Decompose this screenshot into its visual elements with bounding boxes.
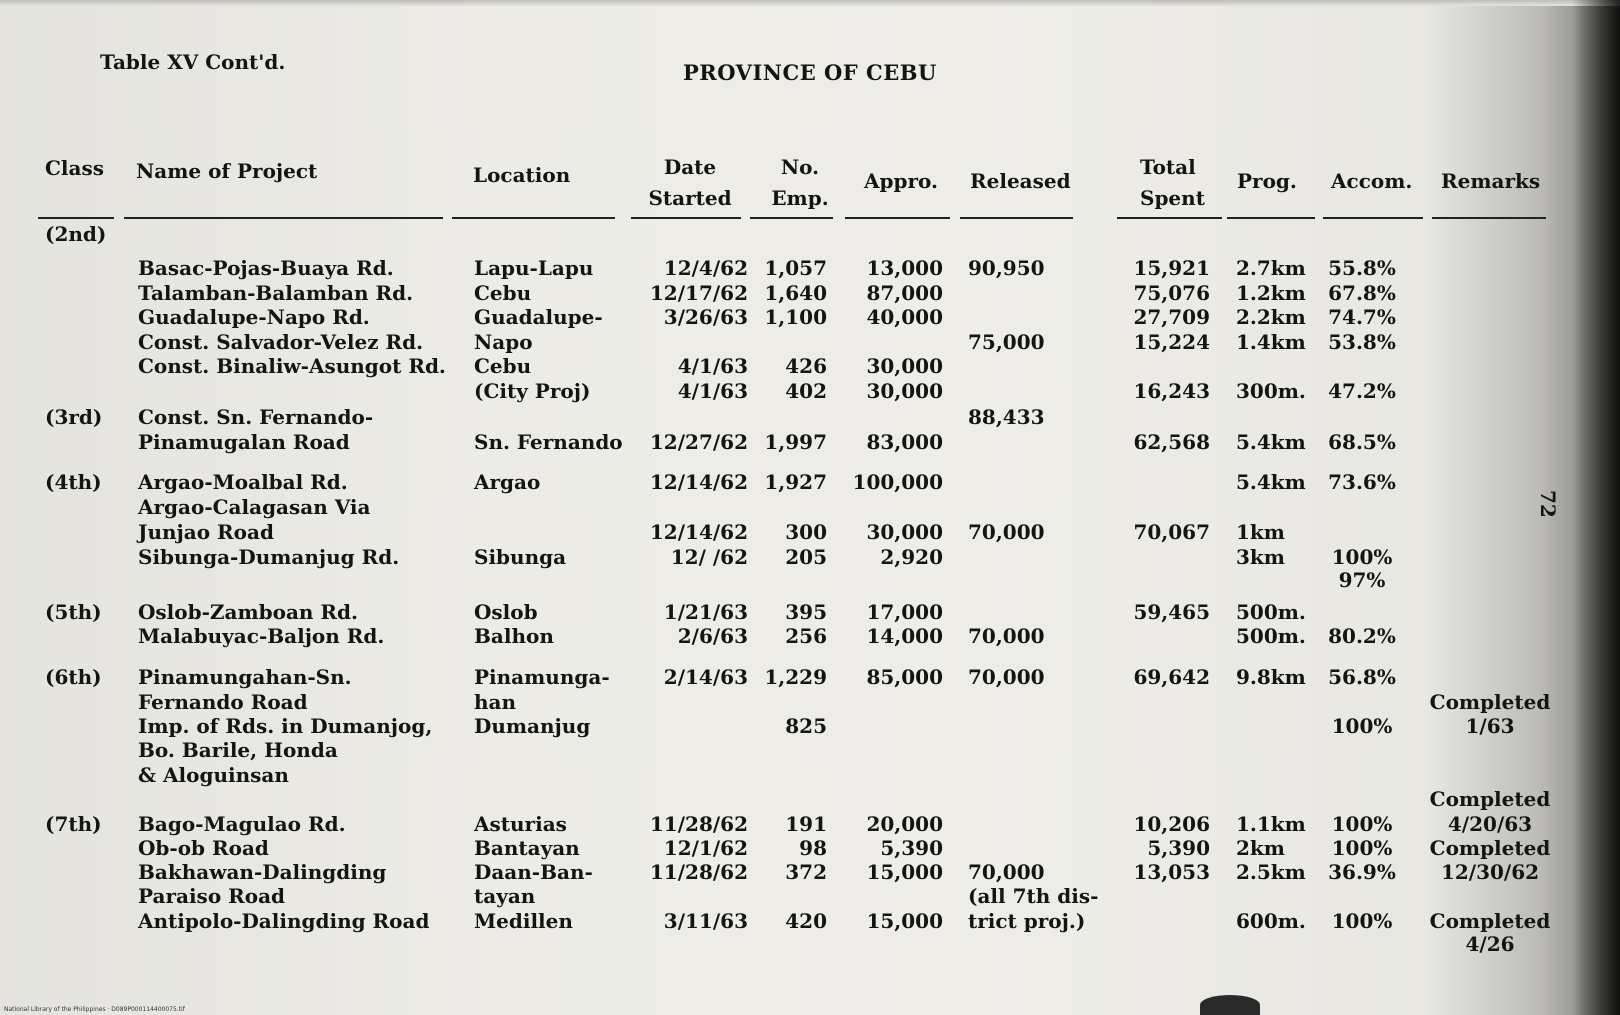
cell-appro: 13,000: [866, 256, 943, 280]
cell-prog: 5.4km: [1236, 430, 1306, 454]
cell-spent: 70,067: [1133, 520, 1210, 544]
cell-location: Pinamunga-: [474, 665, 610, 689]
cell-remarks: 4/26: [1465, 932, 1515, 956]
header-rule: [960, 217, 1073, 219]
cell-location: Oslob: [474, 600, 538, 624]
header-rule: [750, 217, 833, 219]
col-header-remarks: Remarks: [1441, 169, 1541, 193]
table-row: [0, 690, 1620, 715]
cell-date: 3/11/63: [663, 909, 748, 933]
cell-date: 11/28/62: [649, 860, 748, 884]
table-row: [0, 379, 1620, 404]
cell-project: Bago-Magulao Rd.: [138, 812, 346, 836]
header-rule: [124, 217, 443, 219]
cell-date: 11/28/62: [649, 812, 748, 836]
header-rule: [1117, 217, 1222, 219]
cell-remarks: Completed: [1429, 787, 1551, 811]
cell-location: Dumanjug: [474, 714, 591, 738]
cell-appro: 87,000: [866, 281, 943, 305]
cell-prog: 1.1km: [1236, 812, 1306, 836]
table-row: [0, 330, 1620, 355]
table-row: [0, 405, 1620, 430]
cell-project: Fernando Road: [138, 690, 308, 714]
cell-spent: 13,053: [1133, 860, 1210, 884]
header-rule: [1432, 217, 1546, 219]
table-row: [0, 545, 1620, 570]
table-row: [0, 256, 1620, 281]
cell-accom: 100%: [1331, 909, 1393, 933]
cell-date: 2/14/63: [663, 665, 748, 689]
cell-emp: 256: [785, 624, 827, 648]
cell-date: 12/ /62: [670, 545, 748, 569]
cell-spent: 5,390: [1147, 836, 1210, 860]
cell-appro: 2,920: [880, 545, 943, 569]
cell-emp: 1,229: [764, 665, 827, 689]
cell-project: Talamban-Balamban Rd.: [138, 281, 414, 305]
cell-project: Const. Salvador-Velez Rd.: [138, 330, 424, 354]
cell-prog: 500m.: [1236, 600, 1306, 624]
cell-emp: 1,640: [764, 281, 827, 305]
col-header-emp: No. Emp.: [771, 155, 829, 210]
table-row: [0, 305, 1620, 330]
cell-prog: 1km: [1236, 520, 1285, 544]
cell-appro: 17,000: [866, 600, 943, 624]
cell-date: 4/1/63: [677, 354, 748, 378]
cell-location: Sn. Fernando: [474, 430, 623, 454]
cell-prog: 2.2km: [1236, 305, 1306, 329]
cell-location: Daan-Ban-: [474, 860, 593, 884]
table-row: [0, 763, 1620, 788]
cell-date: 4/1/63: [677, 379, 748, 403]
cell-appro: 30,000: [866, 520, 943, 544]
table-row: [0, 624, 1620, 649]
cell-spent: 15,224: [1133, 330, 1210, 354]
cell-location: Asturias: [474, 812, 567, 836]
table-row: [0, 665, 1620, 690]
cell-project: Pinamugalan Road: [138, 430, 350, 454]
cell-class: (4th): [45, 470, 102, 494]
cell-prog: 2.5km: [1236, 860, 1306, 884]
cell-project: Sibunga-Dumanjug Rd.: [138, 545, 400, 569]
cell-location: Lapu-Lapu: [474, 256, 594, 280]
cell-emp: 205: [785, 545, 827, 569]
cell-prog: 600m.: [1236, 909, 1306, 933]
cell-prog: 2.7km: [1236, 256, 1306, 280]
header-rule: [452, 217, 615, 219]
cell-appro: 85,000: [866, 665, 943, 689]
cell-location: Cebu: [474, 354, 532, 378]
cell-project: Const. Binaliw-Asungot Rd.: [138, 354, 446, 378]
col-header-location: Location: [473, 163, 571, 187]
table-row: [0, 568, 1620, 593]
cell-released: (all 7th dis-: [968, 884, 1099, 908]
col-header-released: Released: [970, 169, 1071, 193]
cell-project: & Aloguinsan: [138, 763, 289, 787]
cell-appro: 15,000: [866, 860, 943, 884]
header-rule: [845, 217, 950, 219]
table-row: [0, 470, 1620, 495]
table-row: [0, 860, 1620, 885]
cell-appro: 83,000: [866, 430, 943, 454]
cell-spent: 59,465: [1133, 600, 1210, 624]
cell-appro: 30,000: [866, 379, 943, 403]
cell-appro: 20,000: [866, 812, 943, 836]
cell-remarks: 1/63: [1465, 714, 1515, 738]
cell-appro: 40,000: [866, 305, 943, 329]
cell-emp: 420: [785, 909, 827, 933]
cell-location: tayan: [474, 884, 536, 908]
cell-class: (7th): [45, 812, 102, 836]
cell-released: trict proj.): [968, 909, 1086, 933]
cell-accom: 47.2%: [1328, 379, 1396, 403]
table-row: [0, 836, 1620, 861]
cell-location: Balhon: [474, 624, 554, 648]
cell-location: Argao: [474, 470, 541, 494]
cell-appro: 100,000: [852, 470, 943, 494]
cell-accom: 97%: [1338, 568, 1386, 592]
cell-prog: 3km: [1236, 545, 1285, 569]
table-label: Table XV Cont'd.: [100, 50, 286, 74]
table-row: [0, 714, 1620, 739]
cell-project: Pinamungahan-Sn.: [138, 665, 352, 689]
cell-project: Bakhawan-Dalingding: [138, 860, 387, 884]
cell-released: 70,000: [968, 624, 1045, 648]
col-header-spent: Total Spent: [1140, 155, 1205, 210]
cell-project: Bo. Barile, Honda: [138, 738, 338, 762]
table-row: [0, 738, 1620, 763]
cell-project: Ob-ob Road: [138, 836, 269, 860]
cell-prog: 300m.: [1236, 379, 1306, 403]
cell-prog: 2km: [1236, 836, 1285, 860]
cell-released: 70,000: [968, 665, 1045, 689]
cell-location: Napo: [474, 330, 533, 354]
cell-date: 2/6/63: [677, 624, 748, 648]
cell-project: Guadalupe-Napo Rd.: [138, 305, 370, 329]
table-row: [0, 787, 1620, 812]
cell-project: Malabuyac-Baljon Rd.: [138, 624, 385, 648]
cell-date: 12/27/62: [649, 430, 748, 454]
footer-credit: National Library of the Philippines · D089P000114400075.tif: [4, 1006, 185, 1013]
cell-accom: 80.2%: [1328, 624, 1396, 648]
table-row: [0, 354, 1620, 379]
cell-emp: 402: [785, 379, 827, 403]
cell-prog: 1.4km: [1236, 330, 1306, 354]
table-row: [0, 520, 1620, 545]
cell-emp: 372: [785, 860, 827, 884]
cell-class: (5th): [45, 600, 102, 624]
cell-date: 12/4/62: [663, 256, 748, 280]
cell-date: 12/1/62: [663, 836, 748, 860]
cell-project: Imp. of Rds. in Dumanjog,: [138, 714, 433, 738]
cell-accom: 36.9%: [1328, 860, 1396, 884]
cell-emp: 98: [799, 836, 827, 860]
cell-date: 3/26/63: [663, 305, 748, 329]
cell-accom: 56.8%: [1328, 665, 1396, 689]
cell-project: Argao-Calagasan Via: [138, 495, 371, 519]
cell-accom: 100%: [1331, 545, 1393, 569]
cell-appro: 5,390: [880, 836, 943, 860]
cell-remarks: 4/20/63: [1447, 812, 1533, 836]
cell-emp: 300: [785, 520, 827, 544]
cell-spent: 27,709: [1133, 305, 1210, 329]
table-row: [0, 222, 1620, 247]
cell-project: Antipolo-Dalingding Road: [138, 909, 430, 933]
cell-class: (6th): [45, 665, 102, 689]
cell-accom: 73.6%: [1328, 470, 1396, 494]
table-row: [0, 909, 1620, 934]
table-row: [0, 281, 1620, 306]
page-number: 72: [1536, 490, 1560, 518]
cell-prog: 1.2km: [1236, 281, 1306, 305]
cell-location: han: [474, 690, 517, 714]
cell-class: (3rd): [45, 405, 103, 429]
col-header-class: Class: [45, 156, 104, 180]
col-header-date: Date Started: [648, 155, 732, 210]
cell-project: Paraiso Road: [138, 884, 286, 908]
header-rule: [1323, 217, 1423, 219]
col-header-prog: Prog.: [1237, 169, 1297, 193]
cell-spent: 62,568: [1133, 430, 1210, 454]
cell-emp: 395: [785, 600, 827, 624]
cell-appro: 15,000: [866, 909, 943, 933]
cell-remarks: Completed: [1429, 690, 1551, 714]
cell-appro: 30,000: [866, 354, 943, 378]
cell-emp: 191: [785, 812, 827, 836]
cell-spent: 69,642: [1133, 665, 1210, 689]
cell-spent: 16,243: [1133, 379, 1210, 403]
table-row: [0, 932, 1620, 957]
cell-released: 70,000: [968, 860, 1045, 884]
cell-accom: 74.7%: [1328, 305, 1396, 329]
cell-location: Bantayan: [474, 836, 580, 860]
cell-project: Argao-Moalbal Rd.: [138, 470, 348, 494]
cell-remarks: Completed: [1429, 836, 1551, 860]
cell-spent: 15,921: [1133, 256, 1210, 280]
cell-released: 70,000: [968, 520, 1045, 544]
header-rule: [1227, 217, 1315, 219]
table-row: [0, 884, 1620, 909]
col-header-project: Name of Project: [136, 159, 318, 183]
page-title: PROVINCE OF CEBU: [683, 60, 937, 85]
cell-date: 12/14/62: [649, 470, 748, 494]
cell-location: Guadalupe-: [474, 305, 603, 329]
cell-class: (2nd): [45, 222, 107, 246]
cell-accom: 53.8%: [1328, 330, 1396, 354]
cell-remarks: 12/30/62: [1440, 860, 1540, 884]
cell-accom: 100%: [1331, 812, 1393, 836]
cell-date: 12/14/62: [649, 520, 748, 544]
table-row: [0, 812, 1620, 837]
thumb-smudge: [1200, 995, 1260, 1015]
cell-location: Medillen: [474, 909, 573, 933]
cell-prog: 9.8km: [1236, 665, 1306, 689]
cell-accom: 100%: [1331, 714, 1393, 738]
cell-accom: 100%: [1331, 836, 1393, 860]
cell-appro: 14,000: [866, 624, 943, 648]
cell-accom: 55.8%: [1328, 256, 1396, 280]
cell-emp: 1,997: [764, 430, 827, 454]
header-rule: [38, 217, 114, 219]
cell-prog: 5.4km: [1236, 470, 1306, 494]
cell-location: (City Proj): [474, 379, 591, 403]
cell-accom: 68.5%: [1328, 430, 1396, 454]
col-header-accom: Accom.: [1331, 169, 1413, 193]
cell-released: 90,950: [968, 256, 1045, 280]
col-header-appro: Appro.: [864, 169, 938, 193]
cell-released: 88,433: [968, 405, 1045, 429]
cell-location: Cebu: [474, 281, 532, 305]
cell-date: 12/17/62: [649, 281, 748, 305]
cell-emp: 1,927: [764, 470, 827, 494]
cell-project: Basac-Pojas-Buaya Rd.: [138, 256, 394, 280]
cell-project: Oslob-Zamboan Rd.: [138, 600, 358, 624]
page-top-edge: [0, 0, 1620, 6]
cell-spent: 75,076: [1133, 281, 1210, 305]
cell-accom: 67.8%: [1328, 281, 1396, 305]
cell-prog: 500m.: [1236, 624, 1306, 648]
cell-spent: 10,206: [1133, 812, 1210, 836]
cell-emp: 1,057: [764, 256, 827, 280]
cell-project: Junjao Road: [138, 520, 274, 544]
cell-location: Sibunga: [474, 545, 567, 569]
table-row: [0, 495, 1620, 520]
table-row: [0, 600, 1620, 625]
cell-emp: 426: [785, 354, 827, 378]
cell-emp: 1,100: [764, 305, 827, 329]
cell-date: 1/21/63: [663, 600, 748, 624]
cell-emp: 825: [785, 714, 827, 738]
cell-project: Const. Sn. Fernando-: [138, 405, 374, 429]
header-rule: [631, 217, 741, 219]
cell-remarks: Completed: [1429, 909, 1551, 933]
table-row: [0, 430, 1620, 455]
cell-released: 75,000: [968, 330, 1045, 354]
